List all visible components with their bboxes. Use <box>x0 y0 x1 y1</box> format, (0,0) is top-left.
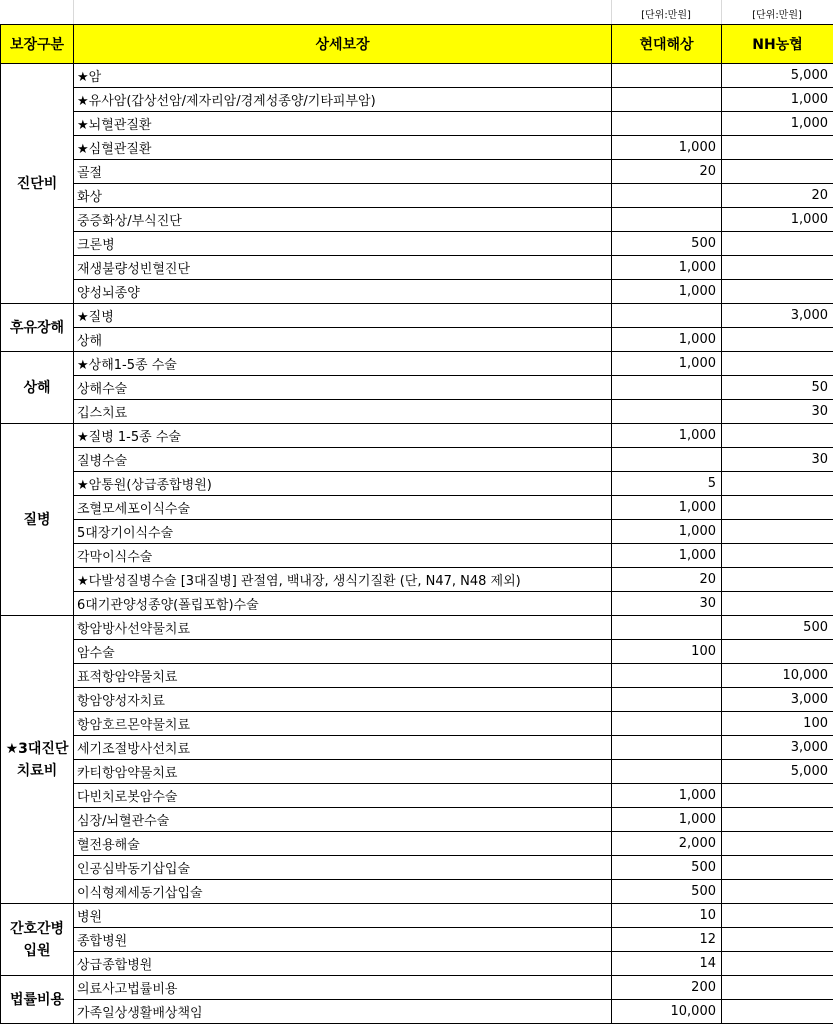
category-cell: 상해 <box>1 352 74 424</box>
nh-value-cell <box>722 784 833 808</box>
nh-value-cell: 3,000 <box>722 736 833 760</box>
nh-value-cell <box>722 568 833 592</box>
nh-value-cell: 1,000 <box>722 88 833 112</box>
header-hyundai: 현대해상 <box>612 25 722 64</box>
detail-cell: 항암양성자치료 <box>74 688 612 712</box>
detail-cell: 재생불량성빈혈진단 <box>74 256 612 280</box>
hyundai-value-cell <box>612 688 722 712</box>
nh-value-cell <box>722 328 833 352</box>
nh-value-cell: 5,000 <box>722 760 833 784</box>
hyundai-value-cell: 100 <box>612 640 722 664</box>
hyundai-value-cell: 500 <box>612 880 722 904</box>
detail-cell: 혈전용해술 <box>74 832 612 856</box>
nh-value-cell <box>722 640 833 664</box>
hyundai-value-cell: 1,000 <box>612 136 722 160</box>
nh-value-cell <box>722 952 833 976</box>
hyundai-value-cell: 500 <box>612 856 722 880</box>
table-row <box>1 1000 833 1024</box>
table-row <box>1 904 833 928</box>
nh-value-cell: 5,000 <box>722 64 833 88</box>
table-row <box>1 472 833 496</box>
table-row <box>1 424 833 448</box>
table-row <box>1 664 833 688</box>
table-row <box>1 448 833 472</box>
hyundai-value-cell: 1,000 <box>612 496 722 520</box>
hyundai-value-cell: 20 <box>612 568 722 592</box>
header-nh: NH농협 <box>722 25 833 64</box>
nh-value-cell: 500 <box>722 616 833 640</box>
table-row <box>1 952 833 976</box>
nh-value-cell <box>722 544 833 568</box>
hyundai-value-cell: 12 <box>612 928 722 952</box>
detail-cell: 인공심박동기삽입술 <box>74 856 612 880</box>
table-row <box>1 520 833 544</box>
table-body <box>1 64 833 1024</box>
hyundai-value-cell: 500 <box>612 232 722 256</box>
hyundai-value-cell: 5 <box>612 472 722 496</box>
table-row <box>1 376 833 400</box>
table-row <box>1 160 833 184</box>
nh-value-cell <box>722 1000 833 1024</box>
detail-cell: 상해수술 <box>74 376 612 400</box>
hyundai-value-cell <box>612 664 722 688</box>
table-row <box>1 832 833 856</box>
table-row <box>1 328 833 352</box>
hyundai-value-cell: 1,000 <box>612 784 722 808</box>
hyundai-value-cell <box>612 376 722 400</box>
nh-value-cell: 100 <box>722 712 833 736</box>
hyundai-value-cell: 200 <box>612 976 722 1000</box>
detail-cell: ★상해1-5종 수술 <box>74 352 612 376</box>
category-cell: 법률비용 <box>1 976 74 1024</box>
detail-cell: 중증화상/부식진단 <box>74 208 612 232</box>
detail-cell: 양성뇌종양 <box>74 280 612 304</box>
table-row <box>1 400 833 424</box>
detail-cell: ★질병 <box>74 304 612 328</box>
hyundai-value-cell: 1,000 <box>612 256 722 280</box>
table-row <box>1 88 833 112</box>
detail-cell: 깁스치료 <box>74 400 612 424</box>
nh-value-cell <box>722 496 833 520</box>
header-category: 보장구분 <box>1 25 74 64</box>
detail-cell: 종합병원 <box>74 928 612 952</box>
detail-cell: 가족일상생활배상책임 <box>74 1000 612 1024</box>
table-row <box>1 112 833 136</box>
table-row <box>1 136 833 160</box>
nh-value-cell <box>722 472 833 496</box>
unit-label-hyundai: [단위:만원] <box>641 10 691 21</box>
nh-value-cell: 1,000 <box>722 208 833 232</box>
detail-cell: ★뇌혈관질환 <box>74 112 612 136</box>
nh-value-cell <box>722 904 833 928</box>
hyundai-value-cell: 30 <box>612 592 722 616</box>
table-row <box>1 616 833 640</box>
hyundai-value-cell <box>612 616 722 640</box>
detail-cell: 상급종합병원 <box>74 952 612 976</box>
hyundai-value-cell: 1,000 <box>612 424 722 448</box>
table-row <box>1 736 833 760</box>
category-cell: 질병 <box>1 424 74 616</box>
table-row <box>1 232 833 256</box>
hyundai-value-cell: 2,000 <box>612 832 722 856</box>
detail-cell: 의료사고법률비용 <box>74 976 612 1000</box>
coverage-comparison-table <box>0 24 833 1024</box>
category-cell: ★3대진단 치료비 <box>1 616 74 904</box>
table-row <box>1 808 833 832</box>
table-row <box>1 856 833 880</box>
table-row <box>1 880 833 904</box>
table-row <box>1 928 833 952</box>
detail-cell: 화상 <box>74 184 612 208</box>
table-row <box>1 784 833 808</box>
hyundai-value-cell: 1,000 <box>612 808 722 832</box>
nh-value-cell <box>722 832 833 856</box>
detail-cell: 다빈치로봇암수술 <box>74 784 612 808</box>
unit-label-nh: [단위:만원] <box>752 10 802 21</box>
hyundai-value-cell <box>612 760 722 784</box>
hyundai-value-cell <box>612 112 722 136</box>
detail-cell: ★암 <box>74 64 612 88</box>
table-row <box>1 352 833 376</box>
nh-value-cell <box>722 856 833 880</box>
hyundai-value-cell <box>612 736 722 760</box>
hyundai-value-cell <box>612 184 722 208</box>
nh-value-cell: 30 <box>722 448 833 472</box>
table-row <box>1 760 833 784</box>
header-detail: 상세보장 <box>74 25 612 64</box>
table-row <box>1 304 833 328</box>
hyundai-value-cell <box>612 400 722 424</box>
detail-cell: 질병수술 <box>74 448 612 472</box>
table-row <box>1 64 833 88</box>
detail-cell: 세기조절방사선치료 <box>74 736 612 760</box>
nh-value-cell <box>722 424 833 448</box>
unit-row <box>0 0 833 24</box>
grid-line <box>73 0 74 24</box>
nh-value-cell: 3,000 <box>722 688 833 712</box>
detail-cell: 표적항암약물치료 <box>74 664 612 688</box>
detail-cell: 암수술 <box>74 640 612 664</box>
hyundai-value-cell: 1,000 <box>612 544 722 568</box>
detail-cell: 5대장기이식수술 <box>74 520 612 544</box>
detail-cell: 항암호르몬약물치료 <box>74 712 612 736</box>
nh-value-cell <box>722 592 833 616</box>
nh-value-cell: 30 <box>722 400 833 424</box>
nh-value-cell <box>722 280 833 304</box>
hyundai-value-cell: 20 <box>612 160 722 184</box>
nh-value-cell: 3,000 <box>722 304 833 328</box>
nh-value-cell <box>722 928 833 952</box>
nh-value-cell: 1,000 <box>722 112 833 136</box>
hyundai-value-cell: 1,000 <box>612 352 722 376</box>
table-row <box>1 712 833 736</box>
hyundai-value-cell: 10 <box>612 904 722 928</box>
hyundai-value-cell <box>612 64 722 88</box>
detail-cell: ★질병 1-5종 수술 <box>74 424 612 448</box>
detail-cell: 6대기관양성종양(폴립포함)수술 <box>74 592 612 616</box>
detail-cell: 각막이식수술 <box>74 544 612 568</box>
table-row <box>1 592 833 616</box>
nh-value-cell <box>722 808 833 832</box>
table-row <box>1 208 833 232</box>
nh-value-cell <box>722 136 833 160</box>
nh-value-cell <box>722 232 833 256</box>
table-row <box>1 544 833 568</box>
nh-value-cell <box>722 352 833 376</box>
detail-cell: 골절 <box>74 160 612 184</box>
detail-cell: 항암방사선약물치료 <box>74 616 612 640</box>
hyundai-value-cell <box>612 208 722 232</box>
detail-cell: 병원 <box>74 904 612 928</box>
table-row <box>1 280 833 304</box>
detail-cell: ★다발성질병수술 [3대질병] 관절염, 백내장, 생식기질환 (단, N47, N48 제외) <box>74 568 612 592</box>
hyundai-value-cell: 14 <box>612 952 722 976</box>
table-row <box>1 568 833 592</box>
detail-cell: 크론병 <box>74 232 612 256</box>
table-row <box>1 640 833 664</box>
nh-value-cell: 20 <box>722 184 833 208</box>
nh-value-cell <box>722 520 833 544</box>
detail-cell: 이식형제세동기삽입술 <box>74 880 612 904</box>
table-row <box>1 496 833 520</box>
hyundai-value-cell <box>612 712 722 736</box>
table-row <box>1 976 833 1000</box>
hyundai-value-cell <box>612 304 722 328</box>
nh-value-cell: 10,000 <box>722 664 833 688</box>
detail-cell: 상해 <box>74 328 612 352</box>
hyundai-value-cell: 1,000 <box>612 280 722 304</box>
category-cell: 간호간병 입원 <box>1 904 74 976</box>
nh-value-cell <box>722 256 833 280</box>
detail-cell: 조혈모세포이식수술 <box>74 496 612 520</box>
hyundai-value-cell: 1,000 <box>612 520 722 544</box>
nh-value-cell <box>722 880 833 904</box>
table-row <box>1 184 833 208</box>
detail-cell: ★암통원(상급종합병원) <box>74 472 612 496</box>
category-cell: 진단비 <box>1 64 74 304</box>
detail-cell: ★심혈관질환 <box>74 136 612 160</box>
nh-value-cell: 50 <box>722 376 833 400</box>
hyundai-value-cell <box>612 88 722 112</box>
detail-cell: ★유사암(갑상선암/제자리암/경계성종양/기타피부암) <box>74 88 612 112</box>
detail-cell: 카티항암약물치료 <box>74 760 612 784</box>
detail-cell: 심장/뇌혈관수술 <box>74 808 612 832</box>
category-cell: 후유장해 <box>1 304 74 352</box>
table-header-row <box>1 25 833 64</box>
nh-value-cell <box>722 160 833 184</box>
table-row <box>1 688 833 712</box>
nh-value-cell <box>722 976 833 1000</box>
hyundai-value-cell: 1,000 <box>612 328 722 352</box>
hyundai-value-cell: 10,000 <box>612 1000 722 1024</box>
hyundai-value-cell <box>612 448 722 472</box>
table-row <box>1 256 833 280</box>
